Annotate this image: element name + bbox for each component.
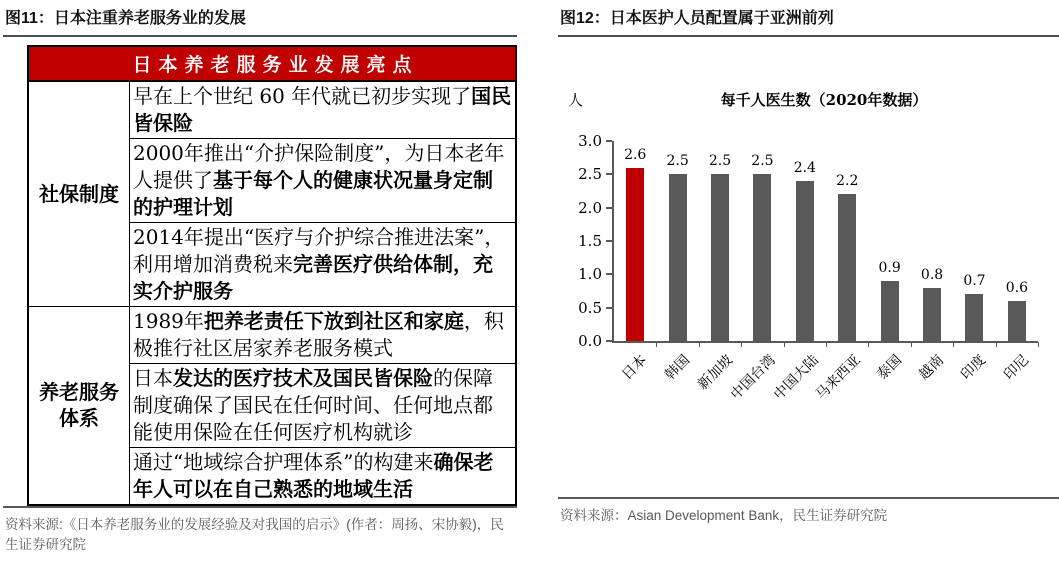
bar-中国大陆 xyxy=(796,181,814,341)
chart-title: 每千人医生数（2020年数据） xyxy=(720,91,928,109)
x-axis-label: 中国台湾 xyxy=(728,352,780,404)
figure11-footer-rule xyxy=(3,506,517,508)
bar-value-label: 0.6 xyxy=(1005,280,1028,296)
y-tick xyxy=(578,299,612,317)
bar-value-label: 2.5 xyxy=(751,153,774,170)
table-cell: 早在上个世纪 60 年代就已初步实现了国民皆保险 xyxy=(130,81,517,139)
x-axis-label: 中国大陆 xyxy=(770,352,822,404)
bar-slot xyxy=(813,141,868,404)
figure11-panel xyxy=(3,8,517,555)
y-tick xyxy=(578,132,612,150)
y-tick-label: 0.5 xyxy=(578,298,602,317)
bar-value-label: 0.7 xyxy=(963,273,986,290)
bar-value-label: 2.6 xyxy=(624,146,647,163)
y-axis xyxy=(558,132,612,350)
bar-韩国 xyxy=(669,174,687,341)
bar-slot xyxy=(656,141,698,384)
bar-马来西亚 xyxy=(838,194,856,341)
y-tick-label: 3.0 xyxy=(578,132,602,150)
row-group-label: 社保制度 xyxy=(28,81,130,307)
y-axis-unit-label: 人 xyxy=(568,91,584,109)
table-cell: 2014年提出“医疗与介护综合推进法案”，利用增加消费税来完善医疗供给体制，充实介护服务 xyxy=(130,222,517,306)
x-axis-label: 越南 xyxy=(916,352,948,384)
y-tick-label: 1.5 xyxy=(578,232,602,250)
bar-value-label: 2.4 xyxy=(793,160,816,176)
bar-value-label: 0.9 xyxy=(878,260,901,276)
bar-越南 xyxy=(923,288,941,341)
x-axis-label: 泰国 xyxy=(873,352,905,384)
bar-slot xyxy=(728,141,783,404)
figure11-title: 图11：日本注重养老服务业的发展 xyxy=(5,10,246,27)
figure11-source: 资料来源:《日本养老服务业的发展经验及对我国的启示》(作者：周扬、宋协毅)，民生证券研究院 xyxy=(5,516,504,552)
bar-slot xyxy=(911,141,953,384)
bar-value-label: 2.5 xyxy=(666,153,689,170)
bar-日本 xyxy=(626,168,644,341)
figure12-footer-rule xyxy=(558,497,1059,499)
bar-新加坡 xyxy=(711,174,729,341)
bar-value-label: 2.2 xyxy=(836,173,859,190)
figure12-title-rule xyxy=(558,35,1059,37)
bar-泰国 xyxy=(881,281,899,341)
elderly-care-table xyxy=(27,45,517,506)
bar-slot xyxy=(694,141,741,394)
bar-slot xyxy=(996,141,1038,384)
bar-slot xyxy=(770,141,826,404)
x-axis-label: 韩国 xyxy=(661,352,693,384)
bar-slot xyxy=(953,141,995,384)
y-tick xyxy=(578,199,612,217)
table-cell: 通过“地域综合护理体系”的构建来确保老年人可以在自己熟悉的地域生活 xyxy=(130,447,517,505)
table-row xyxy=(28,81,516,139)
y-tick xyxy=(578,332,612,350)
y-tick xyxy=(578,265,612,283)
y-tick-label: 2.0 xyxy=(578,198,602,217)
figure12-panel xyxy=(558,8,1059,555)
table-cell: 2000年推出“介护保险制度”，为日本老年人提供了基于每个人的健康状况量身定制的护理计划 xyxy=(130,138,517,222)
plot-area xyxy=(612,141,1038,404)
y-tick-label: 0.0 xyxy=(578,332,602,350)
x-axis-label: 新加坡 xyxy=(694,352,736,394)
y-tick-label: 1.0 xyxy=(578,265,602,284)
bar-value-label: 0.8 xyxy=(920,266,944,283)
table-row xyxy=(28,306,516,363)
table-cell: 日本发达的医疗技术及国民皆保险的保障制度确保了国民在任何时间、任何地点都能使用保险在任何医疗机构就诊 xyxy=(130,363,517,447)
x-axis-label: 日本 xyxy=(619,352,651,384)
bar-value-label: 2.5 xyxy=(708,153,732,170)
plot-wrap xyxy=(558,132,1059,404)
chart-header xyxy=(558,89,1059,113)
figure11-title-rule xyxy=(3,35,517,37)
doctors-per-1000-chart xyxy=(558,89,1059,404)
x-axis-label: 印尼 xyxy=(1000,352,1032,384)
figure12-title: 图12：日本医护人员配置属于亚洲前列 xyxy=(560,10,834,27)
y-tick-label: 2.5 xyxy=(578,165,602,184)
table-header: 日本养老服务业发展亮点 xyxy=(28,46,516,81)
figure11-footer xyxy=(3,506,517,556)
figure12-source: 资料来源：Asian Development Bank，民生证券研究院 xyxy=(560,508,888,523)
bar-印尼 xyxy=(1008,301,1026,341)
row-group-label: 养老服务体系 xyxy=(28,306,130,505)
bar-slot xyxy=(868,141,910,384)
bar-印度 xyxy=(965,294,983,341)
elderly-care-table-wrap xyxy=(27,45,517,506)
y-tick xyxy=(578,232,612,250)
bar-slot xyxy=(614,141,656,384)
x-axis-label: 马来西亚 xyxy=(813,352,865,404)
bar-中国台湾 xyxy=(753,174,771,341)
x-axis-label: 印度 xyxy=(958,352,990,384)
y-tick xyxy=(578,165,612,183)
table-cell: 1989年把养老责任下放到社区和家庭，积极推行社区居家养老服务模式 xyxy=(130,306,517,363)
figure12-footer xyxy=(558,497,1059,555)
